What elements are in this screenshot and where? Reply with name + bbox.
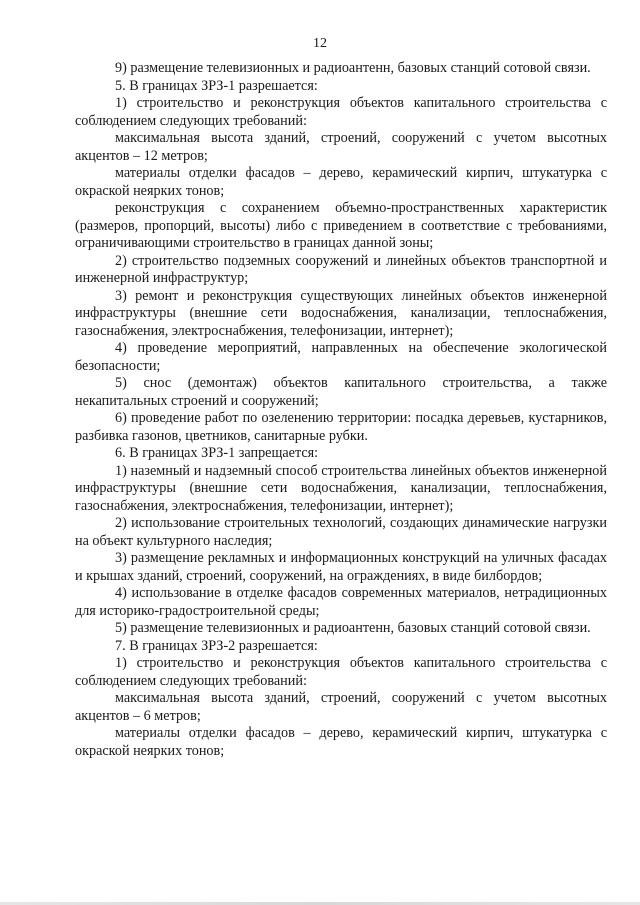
- list-item: 4) проведение мероприятий, направленных на обеспечение экологической безопасности;: [75, 340, 607, 374]
- paragraph: 9) размещение телевизионных и радиоантенн, базовых станций сотовой связи.: [115, 60, 591, 76]
- page-number: 12: [313, 36, 327, 51]
- list-item: 5) снос (демонтаж) объектов капитального строительства, а также некапитальных строений и сооружений;: [75, 375, 607, 409]
- list-item: 6) проведение работ по озеленению территории: посадка деревьев, кустарников, разбивка газонов, цветников, санитарные рубки.: [75, 410, 607, 444]
- list-item: 2) строительство подземных сооружений и линейных объектов транспортной и инженерной инфраструктур;: [75, 252, 607, 286]
- section-heading: 7. В границах ЗРЗ-2 разрешается:: [115, 637, 318, 654]
- list-item: 1) строительство и реконструкция объектов капитального строительства с соблюдением следующих требований:: [75, 655, 607, 689]
- paragraph: реконструкция с сохранением объемно-пространственных характеристик (размеров, пропорций, высоты) либо с приведением в соответствие с требованиями, ограничивающими строительство в границах данной зоны;: [75, 200, 607, 251]
- section-heading: 5. В границах ЗРЗ-1 разрешается:: [115, 77, 318, 94]
- list-item: 4) использование в отделке фасадов современных материалов, нетрадиционных для историко-градостроительной среды;: [75, 585, 607, 619]
- document-body: [75, 60, 607, 760]
- list-item: 1) строительство и реконструкция объектов капитального строительства с соблюдением следующих требований:: [75, 95, 607, 129]
- paragraph: максимальная высота зданий, строений, сооружений с учетом высотных акцентов – 6 метров;: [75, 690, 607, 724]
- paragraph: материалы отделки фасадов – дерево, керамический кирпич, штукатурка с окраской неярких тонов;: [75, 165, 607, 199]
- section-heading: 6. В границах ЗРЗ-1 запрещается:: [115, 445, 319, 461]
- paragraph: максимальная высота зданий, строений, сооружений с учетом высотных акцентов – 12 метров;: [75, 130, 607, 164]
- list-item: 1) наземный и надземный способ строительства линейных объектов инженерной инфраструктуры (внешние сети водоснабжения, канализации, теплоснабжения, газоснабжения, электроснабжения, телефонизации, интернет);: [75, 462, 607, 514]
- paragraph: материалы отделки фасадов – дерево, керамический кирпич, штукатурка с окраской неярких тонов;: [75, 725, 607, 759]
- list-item: 3) ремонт и реконструкция существующих линейных объектов инженерной инфраструктуры (внешние сети водоснабжения, канализации, теплоснабжения, газоснабжения, электроснабжения, телефонизации, интернет);: [75, 287, 607, 339]
- list-item: 2) использование строительных технологий, создающих динамические нагрузки на объект культурного наследия;: [75, 515, 607, 549]
- list-item: 3) размещение рекламных и информационных конструкций на уличных фасадах и крышах зданий, строений, сооружений, на ограждениях, в виде билбордов;: [75, 550, 607, 584]
- list-item: 5) размещение телевизионных и радиоантенн, базовых станций сотовой связи.: [115, 620, 591, 636]
